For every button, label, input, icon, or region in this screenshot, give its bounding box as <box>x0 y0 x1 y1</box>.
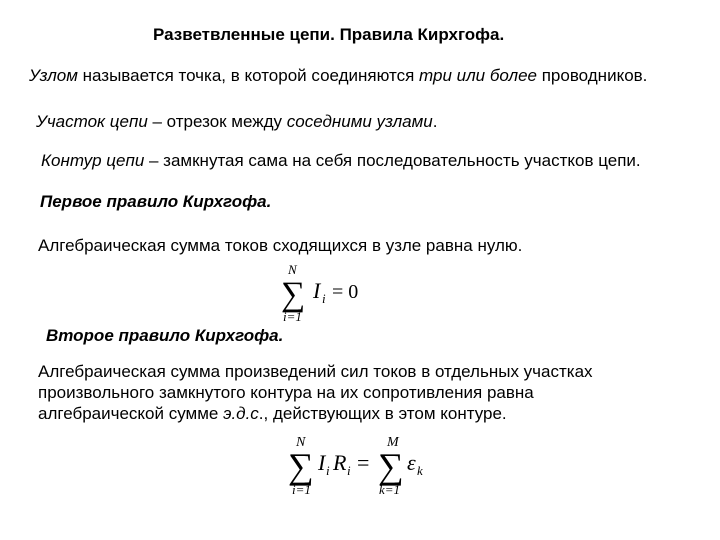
definition-segment-text-b: . <box>432 112 438 131</box>
rule2-heading: Второе правило Кирхгофа. <box>46 326 284 345</box>
term-node: Узлом <box>29 66 78 85</box>
rule1-upper-limit: N <box>288 262 297 277</box>
term-segment: Участок цепи <box>36 112 148 131</box>
sigma-symbol: ∑ <box>281 276 306 313</box>
definition-loop-text: – замкнутая сама на себя последовательность участков цепи. <box>144 151 641 170</box>
rule2-formula <box>288 432 448 503</box>
rule2-lower-limit-left: i=1 <box>292 482 311 497</box>
current-symbol: I <box>318 450 326 475</box>
rule2-line <box>38 403 593 424</box>
rule2-line3-b: ., действующих в этом контуре. <box>258 404 507 423</box>
rule1-rhs: = 0 <box>332 281 359 303</box>
definition-node-text-a: называется точка, в которой соединяются <box>77 66 420 85</box>
equals-sign: = <box>357 450 370 475</box>
resistance-subscript: i <box>347 463 351 478</box>
rule2-upper-limit-right: M <box>387 435 399 450</box>
definition-node <box>29 66 647 86</box>
rule1-lower-limit: i=1 <box>283 309 302 324</box>
definition-segment <box>36 112 437 132</box>
rule1-formula <box>280 262 390 329</box>
definition-loop <box>41 151 641 171</box>
sigma-symbol-right: ∑ <box>378 446 404 486</box>
rule2-lower-limit-right: k=1 <box>379 482 401 497</box>
definition-node-emphasis: три или более <box>419 66 537 85</box>
definition-segment-emphasis: соседними узлами <box>286 112 433 131</box>
rule2-line: произвольного замкнутого контура на их сопротивления равна <box>38 383 534 402</box>
rule2-line3-emphasis: э.д.с <box>223 404 259 423</box>
definition-segment-text-a: – отрезок между <box>147 112 287 131</box>
rule2-line3-a: алгебраической сумме <box>38 404 224 423</box>
resistance-symbol: R <box>333 450 347 475</box>
rule2-line: Алгебраическая сумма произведений сил токов в отдельных участках <box>38 362 593 381</box>
emf-subscript: k <box>417 463 423 478</box>
current-subscript: i <box>322 291 326 306</box>
rule1-heading: Первое правило Кирхгофа. <box>40 192 272 211</box>
definition-node-text-b: проводников. <box>537 66 648 85</box>
term-loop: Контур цепи <box>41 151 145 170</box>
current-symbol: I <box>313 278 321 303</box>
rule1-statement: Алгебраическая сумма токов сходящихся в узле равна нулю. <box>38 236 523 255</box>
current-subscript: i <box>326 463 330 478</box>
rule2-statement <box>38 361 593 424</box>
page-title: Разветвленные цепи. Правила Кирхгофа. <box>153 25 505 44</box>
rule2-upper-limit-left: N <box>296 435 306 450</box>
emf-symbol: ε <box>407 450 416 475</box>
sigma-symbol-left: ∑ <box>288 446 314 486</box>
